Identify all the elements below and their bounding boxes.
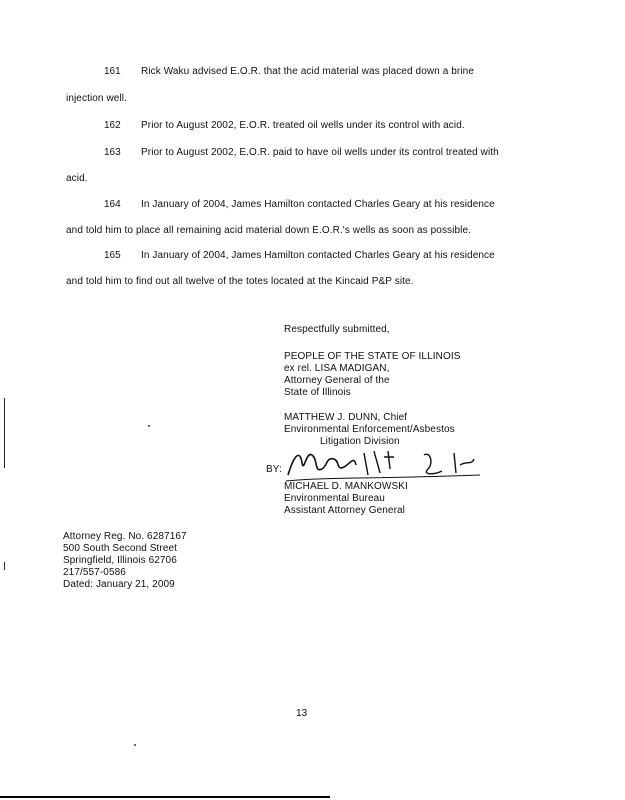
phone: 217/557-0586 [63,567,126,578]
chief-division: Litigation Division [320,436,400,447]
handwritten-signature [284,445,484,485]
paragraph-text: Rick Waku advised E.O.R. that the acid material was placed down a brine [141,66,474,77]
paragraph-text: In January of 2004, James Hamilton contacted Charles Geary at his residence [141,199,495,210]
chief-name: MATTHEW J. DUNN, Chief [284,412,408,423]
attorney-reg-no: Attorney Reg. No. 6287167 [63,531,187,542]
party-line: State of Illinois [284,387,351,398]
paragraph-number: 161 [104,66,121,77]
party-line: ex rel. LISA MADIGAN, [284,363,390,374]
paragraph-text: In January of 2004, James Hamilton contacted Charles Geary at his residence [141,250,495,261]
address-line: 500 South Second Street [63,543,178,554]
scan-speck [148,425,150,427]
scan-bottom-edge [0,796,330,798]
paragraph-text: injection well. [66,93,127,104]
paragraph-text: and told him to place all remaining acid material down E.O.R.'s wells as soon as possible. [66,225,471,236]
paragraph-text: acid. [66,173,88,184]
page-number: 13 [296,708,308,719]
scan-edge-mark [4,398,5,468]
chief-division: Environmental Enforcement/Asbestos [284,424,455,435]
scan-speck [134,744,136,746]
paragraph-text: Prior to August 2002, E.O.R. treated oil wells under its control with acid. [141,120,465,131]
paragraph-number: 165 [104,250,121,261]
party-line: Attorney General of the [284,375,390,386]
paragraph-number: 164 [104,199,121,210]
paragraph-text: Prior to August 2002, E.O.R. paid to have oil wells under its control treated with [141,147,499,158]
signer-name: MICHAEL D. MANKOWSKI [284,481,408,492]
signer-bureau: Environmental Bureau [284,493,385,504]
scan-edge-mark [4,562,5,570]
paragraph-text: and told him to find out all twelve of the totes located at the Kincaid P&P site. [66,276,414,287]
address-line: Springfield, Illinois 62706 [63,555,177,566]
by-label: BY: [266,464,282,475]
paragraph-number: 162 [104,120,121,131]
signer-title: Assistant Attorney General [284,505,405,516]
party-line: PEOPLE OF THE STATE OF ILLINOIS [284,351,461,362]
paragraph-number: 163 [104,147,121,158]
closing: Respectfully submitted, [284,324,390,335]
dated: Dated: January 21, 2009 [63,579,175,590]
